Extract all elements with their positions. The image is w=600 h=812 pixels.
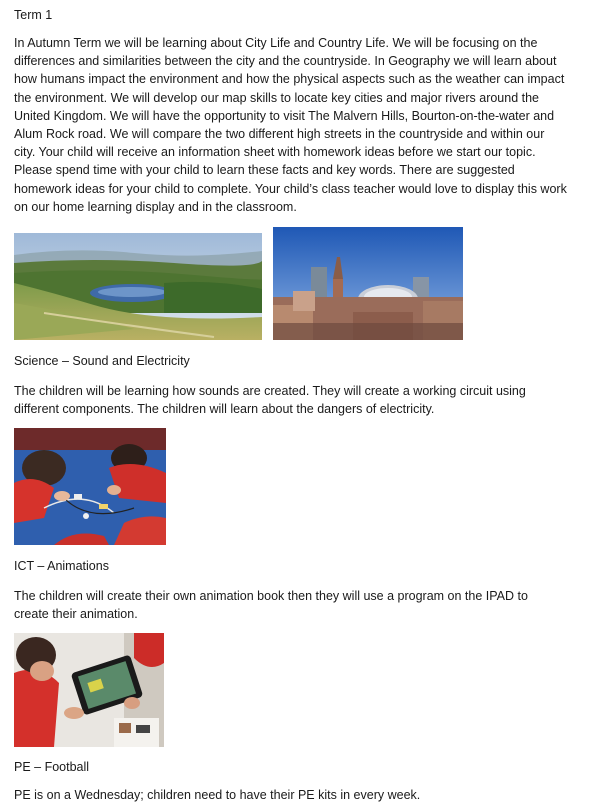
paragraph-line: In Autumn Term we will be learning about City Life and Country Life. We will be focusing on the xyxy=(14,36,538,50)
countryside-landscape-photo xyxy=(14,233,262,340)
term-intro-paragraph xyxy=(14,34,589,216)
paragraph-line: different components. The children will learn about the dangers of electricity. xyxy=(14,402,435,417)
paragraph-line: create their animation. xyxy=(14,607,138,622)
science-heading: Science – Sound and Electricity xyxy=(14,354,190,368)
paragraph-line: the environment. We will develop our map skills to locate key cities and major rivers around the xyxy=(14,90,540,105)
paragraph-line: The children will be learning how sounds are created. They will create a working circuit using xyxy=(14,384,526,398)
paragraph-line: PE is on a Wednesday; children need to have their PE kits in every week. xyxy=(14,788,421,802)
paragraph-line: city. Your child will receive an information sheet with homework ideas before we start our topic. xyxy=(14,145,536,160)
city-skyline-photo xyxy=(273,227,463,340)
pe-heading: PE – Football xyxy=(14,760,90,774)
term-heading: Term 1 xyxy=(14,8,53,22)
paragraph-line: Alum Rock road. We will compare the two different high streets in the countryside and within our xyxy=(14,127,545,142)
paragraph-line: how humans impact the environment and how the physical aspects such as the weather can impact xyxy=(14,72,565,87)
paragraph-line: homework ideas for your child to complete. Your child’s class teacher would love to display this work xyxy=(14,181,567,196)
ict-heading: ICT – Animations xyxy=(14,559,109,573)
paragraph-line: differences and similarities between the city and the countryside. In Geography we will learn about xyxy=(14,54,557,69)
pe-paragraph xyxy=(14,786,589,804)
paragraph-line: on our home learning display and in the classroom. xyxy=(14,199,297,214)
paragraph-line: United Kingdom. We will have the opportunity to visit The Malvern Hills, Bourton-on-the-water and xyxy=(14,108,555,123)
science-paragraph xyxy=(14,382,589,418)
children-circuits-photo xyxy=(14,428,166,545)
paragraph-line: The children will create their own animation book then they will use a program on the IPAD to xyxy=(14,589,528,603)
ict-paragraph xyxy=(14,587,589,623)
child-ipad-photo xyxy=(14,633,164,747)
paragraph-line: Please spend time with your child to learn these facts and key words. There are suggested xyxy=(14,163,515,178)
